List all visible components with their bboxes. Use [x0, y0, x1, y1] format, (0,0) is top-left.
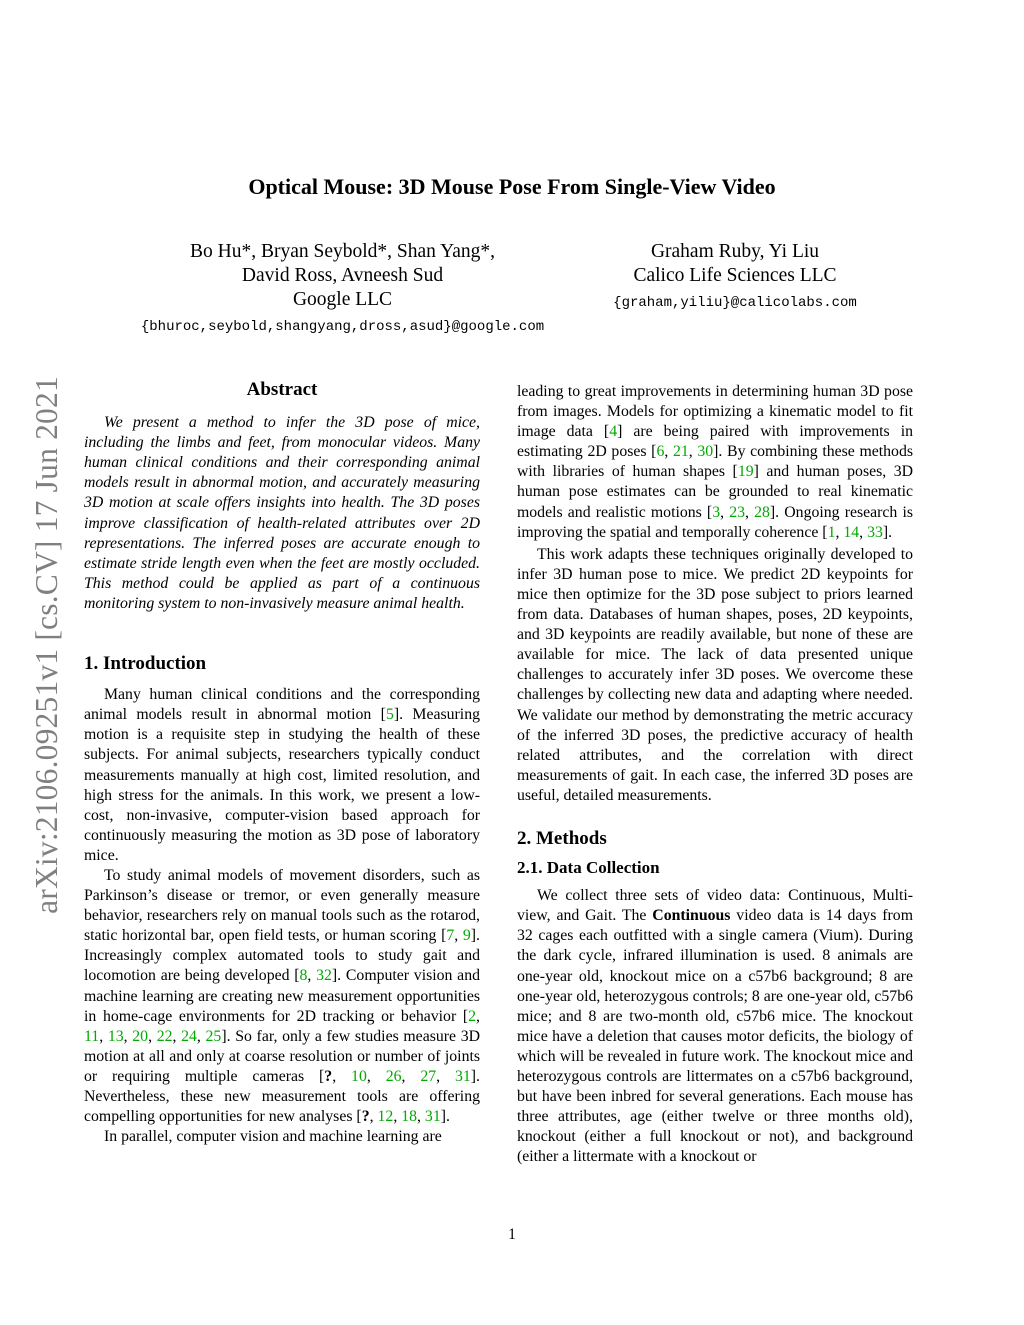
- arxiv-stamp: [22, 355, 72, 935]
- citation[interactable]: 31: [454, 1067, 471, 1085]
- citation[interactable]: 19: [737, 463, 754, 481]
- citation[interactable]: 1: [827, 523, 836, 541]
- page-number: 1: [508, 1226, 516, 1243]
- data-collection-heading: 2.1. Data Collection: [517, 858, 660, 878]
- citation[interactable]: 32: [316, 967, 332, 985]
- citation[interactable]: 33: [867, 523, 883, 541]
- citation[interactable]: 5: [385, 706, 394, 724]
- authors-right: [590, 240, 880, 315]
- citation[interactable]: 10: [351, 1067, 367, 1085]
- citation[interactable]: 2: [468, 1007, 477, 1025]
- citation[interactable]: 28: [754, 503, 770, 521]
- citation[interactable]: 13: [107, 1027, 124, 1045]
- citation[interactable]: 31: [424, 1108, 441, 1126]
- citation[interactable]: 12: [377, 1108, 394, 1126]
- email-right: {graham,yiliu}@calicolabs.com: [613, 295, 857, 311]
- citation[interactable]: 7: [446, 927, 455, 945]
- citation[interactable]: 24: [181, 1027, 197, 1045]
- right-paragraph-0: leading to great improvements in determining human 3D pose from images. Models for optimizing a kinematic model to fit image data [4] are being paired with improvements in estimating 2D poses [6, 21, 30]. By combining these methods with libraries of human shapes [19] and human poses, 3D human pose estimates can be grounded to real kinematic models and realistic motions [3, 23, 28]. Ongoing research is improving the spatial and temporally coherence [1, 14, 33].: [517, 383, 914, 541]
- affiliation-right: Calico Life Sciences LLC: [633, 265, 837, 286]
- methods-heading: 2. Methods: [517, 827, 607, 849]
- citation[interactable]: 23: [729, 503, 746, 521]
- arxiv-stamp-text: arXiv:2106.09251v1 [cs.CV] 17 Jun 2021: [29, 376, 64, 914]
- citation[interactable]: 14: [843, 523, 860, 541]
- left-column: [84, 378, 480, 1147]
- abstract-heading: Abstract: [246, 379, 318, 400]
- citation[interactable]: 3: [712, 503, 721, 521]
- missing-citation: ?: [361, 1108, 370, 1126]
- citation[interactable]: 8: [299, 967, 308, 985]
- citation[interactable]: 21: [672, 443, 689, 461]
- citation[interactable]: 20: [132, 1027, 149, 1045]
- continuous-term: Continuous: [652, 907, 731, 925]
- citation[interactable]: 26: [385, 1067, 402, 1085]
- email-left: {bhuroc,seybold,shangyang,dross,asud}@google.com: [140, 319, 545, 335]
- data-collection-paragraph: We collect three sets of video data: Continuous, Multi-view, and Gait. The Continuous video data is 14 days from 32 cages each outfitted with a single camera (Vium). During the dark cycle, infrared illumination is used. 8 animals are one-year old, knockout mice on a c57b6 background; 8 are one-year old, heterozygous controls; 8 are one-year old, c57b6 mice; and 8 are two-month old, c57b6 mice. The knockout mice have a deletion that causes motor deficits, the biology of which will be revealed in future work. The knockout mice and heterozygous controls are littermates on a c57b6 background, but have been inbred for several generations. Each mouse has three attributes, age (either twelve or three months old), knockout (either a full knockout or not), and background (either a littermate with a knockout or: [517, 887, 913, 1166]
- citation[interactable]: 30: [697, 443, 714, 461]
- affiliation-left: Google LLC: [292, 289, 393, 310]
- citation[interactable]: 22: [156, 1027, 173, 1045]
- right-paragraph-1: This work adapts these techniques originally developed to infer 3D human pose to mice. We predict 2D keypoints for mice then optimize for the 3D pose subject to priors learned from data. Databases of human shapes, poses, 2D keypoints, and 3D keypoints are readily available, but none of these are available for mice. The lack of data presented unique challenges to accurately infer 3D poses. We overcome these challenges by collecting new data and adapting where needed. We validate our method by demonstrating the metric accuracy of the inferred 3D poses, the predictive accuracy of health related attributes, and the correlation with direct measurements of gait. In each case, the inferred 3D poses are useful, detailed measurements.: [517, 545, 913, 804]
- intro-heading: 1. Introduction: [84, 653, 207, 675]
- citation[interactable]: 11: [84, 1027, 100, 1045]
- citation[interactable]: 18: [401, 1108, 418, 1126]
- abstract-text: We present a method to infer the 3D pose of mice, including the limbs and feet, from monocular videos. Many human clinical conditions and their corresponding animal models result in abnormal motion, and accurately measuring 3D motion at scale offers insights into health. The 3D poses improve classification of health-related attributes over 2D representations. The inferred poses are accurate enough to estimate stride length even when the feet are mostly occluded. This method could be applied as part of a continuous monitoring system to non-invasively measure animal health.: [84, 414, 480, 612]
- citation[interactable]: 27: [420, 1067, 437, 1085]
- citation[interactable]: 6: [656, 443, 665, 461]
- author-names-line2: David Ross, Avneesh Sud: [241, 265, 444, 286]
- intro-paragraph-2: To study animal models of movement disorders, such as Parkinson’s disease or tremor, or even generally measure behavior, researchers rely on manual tools such as the rotarod, static horizontal bar, open field tests, or human scoring [7, 9]. Increasingly complex automated tools to study gait and locomotion are being developed [8, 32]. Computer vision and machine learning are creating new measurement opportunities in home-cage environments for 2D tracking or behavior [2, 11, 13, 20, 22, 24, 25]. So far, only a few studies measure 3D motion at all and only at coarse resolution or number of joints or requiring multiple cameras [?, 10, 26, 27, 31]. Nevertheless, these new measurement tools are offering compelling opportunities for new analyses [?, 12, 18, 31].: [84, 866, 480, 1126]
- intro-paragraph-1: Many human clinical conditions and the corresponding animal models result in abnormal motion [5]. Measuring motion is a requisite step in studying the health of these subjects. For animal subjects, researchers typically conduct measurements manually at high cost, limited resolution, and high stress for the animals. In this work, we present a low-cost, non-invasive, computer-vision based approach for continuously measuring the motion as 3D pose of laboratory mice.: [84, 686, 480, 864]
- author-names-line1: Bo Hu*, Bryan Seybold*, Shan Yang*,: [190, 241, 495, 262]
- citation[interactable]: 9: [462, 927, 471, 945]
- missing-citation: ?: [324, 1067, 333, 1085]
- authors-left: [120, 240, 565, 339]
- citation[interactable]: 4: [609, 423, 618, 441]
- right-column: [517, 382, 913, 1167]
- author-names-right: Graham Ruby, Yi Liu: [650, 241, 820, 262]
- citation[interactable]: 25: [205, 1027, 222, 1045]
- paper-title: Optical Mouse: 3D Mouse Pose From Single-View Video: [248, 174, 776, 199]
- intro-paragraph-3: In parallel, computer vision and machine learning are: [104, 1128, 442, 1146]
